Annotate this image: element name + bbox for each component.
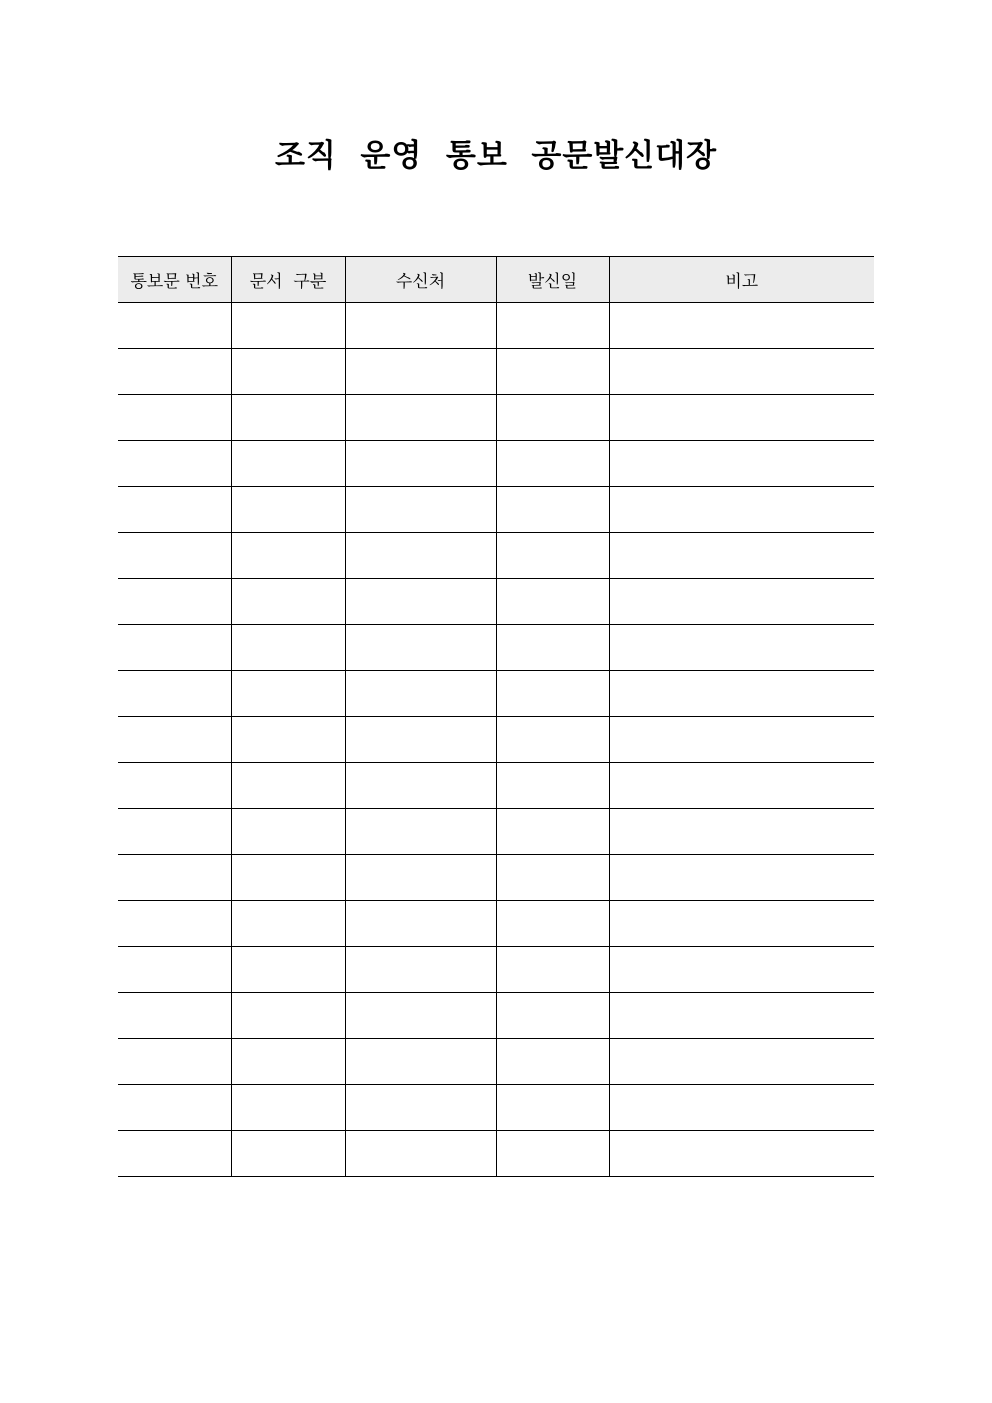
cell-remarks xyxy=(609,763,874,809)
cell-dispatch-date xyxy=(496,395,609,441)
cell-notice-number xyxy=(118,671,231,717)
cell-document-type xyxy=(231,441,345,487)
cell-dispatch-date xyxy=(496,947,609,993)
table-row xyxy=(118,533,874,579)
cell-recipient xyxy=(345,625,496,671)
cell-recipient xyxy=(345,533,496,579)
cell-remarks xyxy=(609,303,874,349)
cell-dispatch-date xyxy=(496,487,609,533)
cell-remarks xyxy=(609,579,874,625)
table-row xyxy=(118,901,874,947)
cell-notice-number xyxy=(118,717,231,763)
cell-dispatch-date xyxy=(496,533,609,579)
cell-notice-number xyxy=(118,533,231,579)
cell-recipient xyxy=(345,901,496,947)
table-row xyxy=(118,947,874,993)
cell-notice-number xyxy=(118,579,231,625)
cell-document-type xyxy=(231,1085,345,1131)
cell-notice-number xyxy=(118,1131,231,1177)
cell-document-type xyxy=(231,579,345,625)
cell-notice-number xyxy=(118,487,231,533)
cell-remarks xyxy=(609,1131,874,1177)
cell-document-type xyxy=(231,947,345,993)
cell-dispatch-date xyxy=(496,717,609,763)
cell-document-type xyxy=(231,855,345,901)
column-header-document-type: 문서 구분 xyxy=(231,257,345,303)
cell-recipient xyxy=(345,303,496,349)
page-title: 조직 운영 통보 공문발신대장 xyxy=(274,138,718,174)
table-header-row xyxy=(118,257,874,303)
cell-remarks xyxy=(609,349,874,395)
table-row xyxy=(118,303,874,349)
cell-dispatch-date xyxy=(496,303,609,349)
table-row xyxy=(118,395,874,441)
cell-notice-number xyxy=(118,809,231,855)
cell-document-type xyxy=(231,671,345,717)
column-header-notice-number: 통보문 번호 xyxy=(118,257,231,303)
cell-notice-number xyxy=(118,441,231,487)
cell-recipient xyxy=(345,763,496,809)
cell-document-type xyxy=(231,533,345,579)
cell-recipient xyxy=(345,487,496,533)
cell-remarks xyxy=(609,671,874,717)
cell-dispatch-date xyxy=(496,901,609,947)
table-row xyxy=(118,717,874,763)
cell-remarks xyxy=(609,717,874,763)
table-row xyxy=(118,579,874,625)
cell-dispatch-date xyxy=(496,809,609,855)
cell-notice-number xyxy=(118,901,231,947)
cell-notice-number xyxy=(118,855,231,901)
column-header-recipient: 수신처 xyxy=(345,257,496,303)
cell-document-type xyxy=(231,1039,345,1085)
cell-recipient xyxy=(345,671,496,717)
table-row xyxy=(118,349,874,395)
cell-dispatch-date xyxy=(496,855,609,901)
cell-remarks xyxy=(609,441,874,487)
cell-notice-number xyxy=(118,303,231,349)
cell-remarks xyxy=(609,1039,874,1085)
cell-remarks xyxy=(609,487,874,533)
cell-recipient xyxy=(345,809,496,855)
cell-document-type xyxy=(231,717,345,763)
cell-document-type xyxy=(231,395,345,441)
cell-dispatch-date xyxy=(496,579,609,625)
cell-document-type xyxy=(231,809,345,855)
table-row xyxy=(118,441,874,487)
table-row xyxy=(118,1085,874,1131)
cell-remarks xyxy=(609,855,874,901)
cell-notice-number xyxy=(118,763,231,809)
cell-dispatch-date xyxy=(496,441,609,487)
cell-document-type xyxy=(231,993,345,1039)
cell-dispatch-date xyxy=(496,993,609,1039)
cell-document-type xyxy=(231,625,345,671)
cell-recipient xyxy=(345,855,496,901)
table-row xyxy=(118,993,874,1039)
table-row xyxy=(118,625,874,671)
cell-recipient xyxy=(345,947,496,993)
table-row xyxy=(118,1131,874,1177)
cell-dispatch-date xyxy=(496,1131,609,1177)
cell-dispatch-date xyxy=(496,763,609,809)
table-row xyxy=(118,763,874,809)
cell-document-type xyxy=(231,763,345,809)
cell-dispatch-date xyxy=(496,1039,609,1085)
cell-document-type xyxy=(231,901,345,947)
cell-remarks xyxy=(609,993,874,1039)
cell-remarks xyxy=(609,533,874,579)
cell-document-type xyxy=(231,303,345,349)
cell-document-type xyxy=(231,349,345,395)
cell-document-type xyxy=(231,1131,345,1177)
table-row xyxy=(118,671,874,717)
cell-notice-number xyxy=(118,625,231,671)
cell-remarks xyxy=(609,809,874,855)
table-row xyxy=(118,487,874,533)
cell-dispatch-date xyxy=(496,671,609,717)
dispatch-register-table xyxy=(118,256,874,1177)
column-header-remarks: 비고 xyxy=(609,257,874,303)
cell-notice-number xyxy=(118,1085,231,1131)
cell-recipient xyxy=(345,1039,496,1085)
cell-remarks xyxy=(609,625,874,671)
cell-recipient xyxy=(345,1131,496,1177)
cell-recipient xyxy=(345,441,496,487)
cell-recipient xyxy=(345,395,496,441)
cell-dispatch-date xyxy=(496,625,609,671)
cell-recipient xyxy=(345,579,496,625)
table-row xyxy=(118,855,874,901)
cell-remarks xyxy=(609,395,874,441)
cell-remarks xyxy=(609,901,874,947)
cell-recipient xyxy=(345,993,496,1039)
cell-remarks xyxy=(609,947,874,993)
cell-notice-number xyxy=(118,395,231,441)
cell-notice-number xyxy=(118,993,231,1039)
table-body xyxy=(118,303,874,1177)
cell-remarks xyxy=(609,1085,874,1131)
column-header-dispatch-date: 발신일 xyxy=(496,257,609,303)
cell-notice-number xyxy=(118,349,231,395)
cell-dispatch-date xyxy=(496,1085,609,1131)
cell-dispatch-date xyxy=(496,349,609,395)
cell-notice-number xyxy=(118,947,231,993)
table-row xyxy=(118,1039,874,1085)
cell-recipient xyxy=(345,1085,496,1131)
table-row xyxy=(118,809,874,855)
cell-notice-number xyxy=(118,1039,231,1085)
cell-document-type xyxy=(231,487,345,533)
cell-recipient xyxy=(345,349,496,395)
cell-recipient xyxy=(345,717,496,763)
